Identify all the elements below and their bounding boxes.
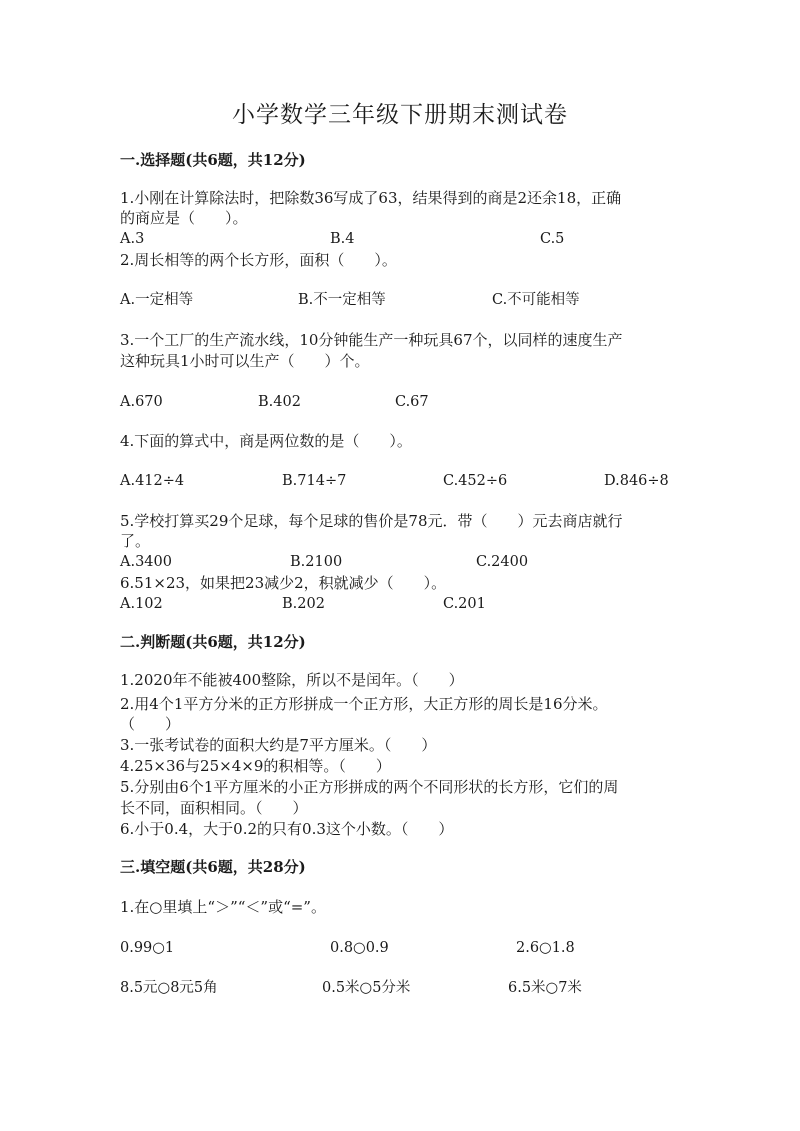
question-text: 1.在○里填上“＞”“＜”或“=”。 (120, 898, 326, 916)
statement-text: 长不同，面积相同。（ ） (120, 799, 308, 817)
option-a: A.412÷4 (120, 473, 185, 489)
option-a: A.3400 (120, 554, 172, 570)
question-text: 5.学校打算买29个足球，每个足球的售价是78元．带（ ）元去商店就行 (120, 512, 623, 530)
question-text: 6.51×23，如果把23减少2，积就减少（ ）。 (120, 574, 447, 592)
option-b: B.4 (330, 231, 355, 247)
statement-text: 1.2020年不能被400整除，所以不是闰年。（ ） (120, 671, 464, 689)
comparison-item: 8.5元○8元5角 (120, 980, 218, 996)
page-title: 小学数学三年级下册期末测试卷 (232, 102, 568, 128)
option-a: A.670 (120, 394, 163, 410)
option-d: D.846÷8 (604, 473, 669, 489)
option-c: C.201 (443, 596, 486, 612)
statement-text: 2.用4个1平方分米的正方形拼成一个正方形，大正方形的周长是16分米。 (120, 695, 608, 713)
statement-text: 6.小于0.4，大于0.2的只有0.3这个小数。（ ） (120, 820, 454, 838)
option-a: A.一定相等 (120, 292, 194, 308)
option-b: B.402 (258, 394, 301, 410)
question-text: 的商应是（ ）。 (120, 209, 248, 227)
option-b: B.不一定相等 (298, 292, 386, 308)
comparison-item: 2.6○1.8 (516, 940, 575, 956)
comparison-item: 0.8○0.9 (330, 940, 389, 956)
option-c: C.67 (395, 394, 429, 410)
statement-text: （ ） (120, 715, 181, 733)
option-b: B.2100 (290, 554, 343, 570)
section-heading: 一.选择题(共6题，共12分) (120, 151, 306, 169)
question-text: 3.一个工厂的生产流水线，10分钟能生产一种玩具67个，以同样的速度生产 (120, 331, 623, 349)
option-c: C.2400 (476, 554, 529, 570)
option-a: A.102 (120, 596, 163, 612)
question-text: 了。 (120, 532, 151, 550)
option-b: B.202 (282, 596, 325, 612)
question-text: 1.小刚在计算除法时，把除数36写成了63，结果得到的商是2还余18，正确 (120, 189, 622, 207)
comparison-item: 6.5米○7米 (508, 980, 582, 996)
comparison-item: 0.99○1 (120, 940, 175, 956)
question-text: 4.下面的算式中，商是两位数的是（ ）。 (120, 432, 412, 450)
section-heading: 二.判断题(共6题，共12分) (120, 633, 306, 651)
option-c: C.452÷6 (443, 473, 508, 489)
statement-text: 3.一张考试卷的面积大约是7平方厘米。（ ） (120, 736, 437, 754)
comparison-item: 0.5米○5分米 (322, 980, 411, 996)
option-c: C.不可能相等 (492, 292, 580, 308)
question-text: 2.周长相等的两个长方形，面积（ ）。 (120, 251, 397, 269)
option-b: B.714÷7 (282, 473, 347, 489)
option-c: C.5 (540, 231, 565, 247)
statement-text: 5.分别由6个1平方厘米的小正方形拼成的两个不同形状的长方形，它们的周 (120, 778, 619, 796)
option-a: A.3 (120, 231, 145, 247)
section-heading: 三.填空题(共6题，共28分) (120, 858, 306, 876)
statement-text: 4.25×36与25×4×9的积相等。（ ） (120, 757, 391, 775)
question-text: 这种玩具1小时可以生产（ ）个。 (120, 352, 370, 370)
